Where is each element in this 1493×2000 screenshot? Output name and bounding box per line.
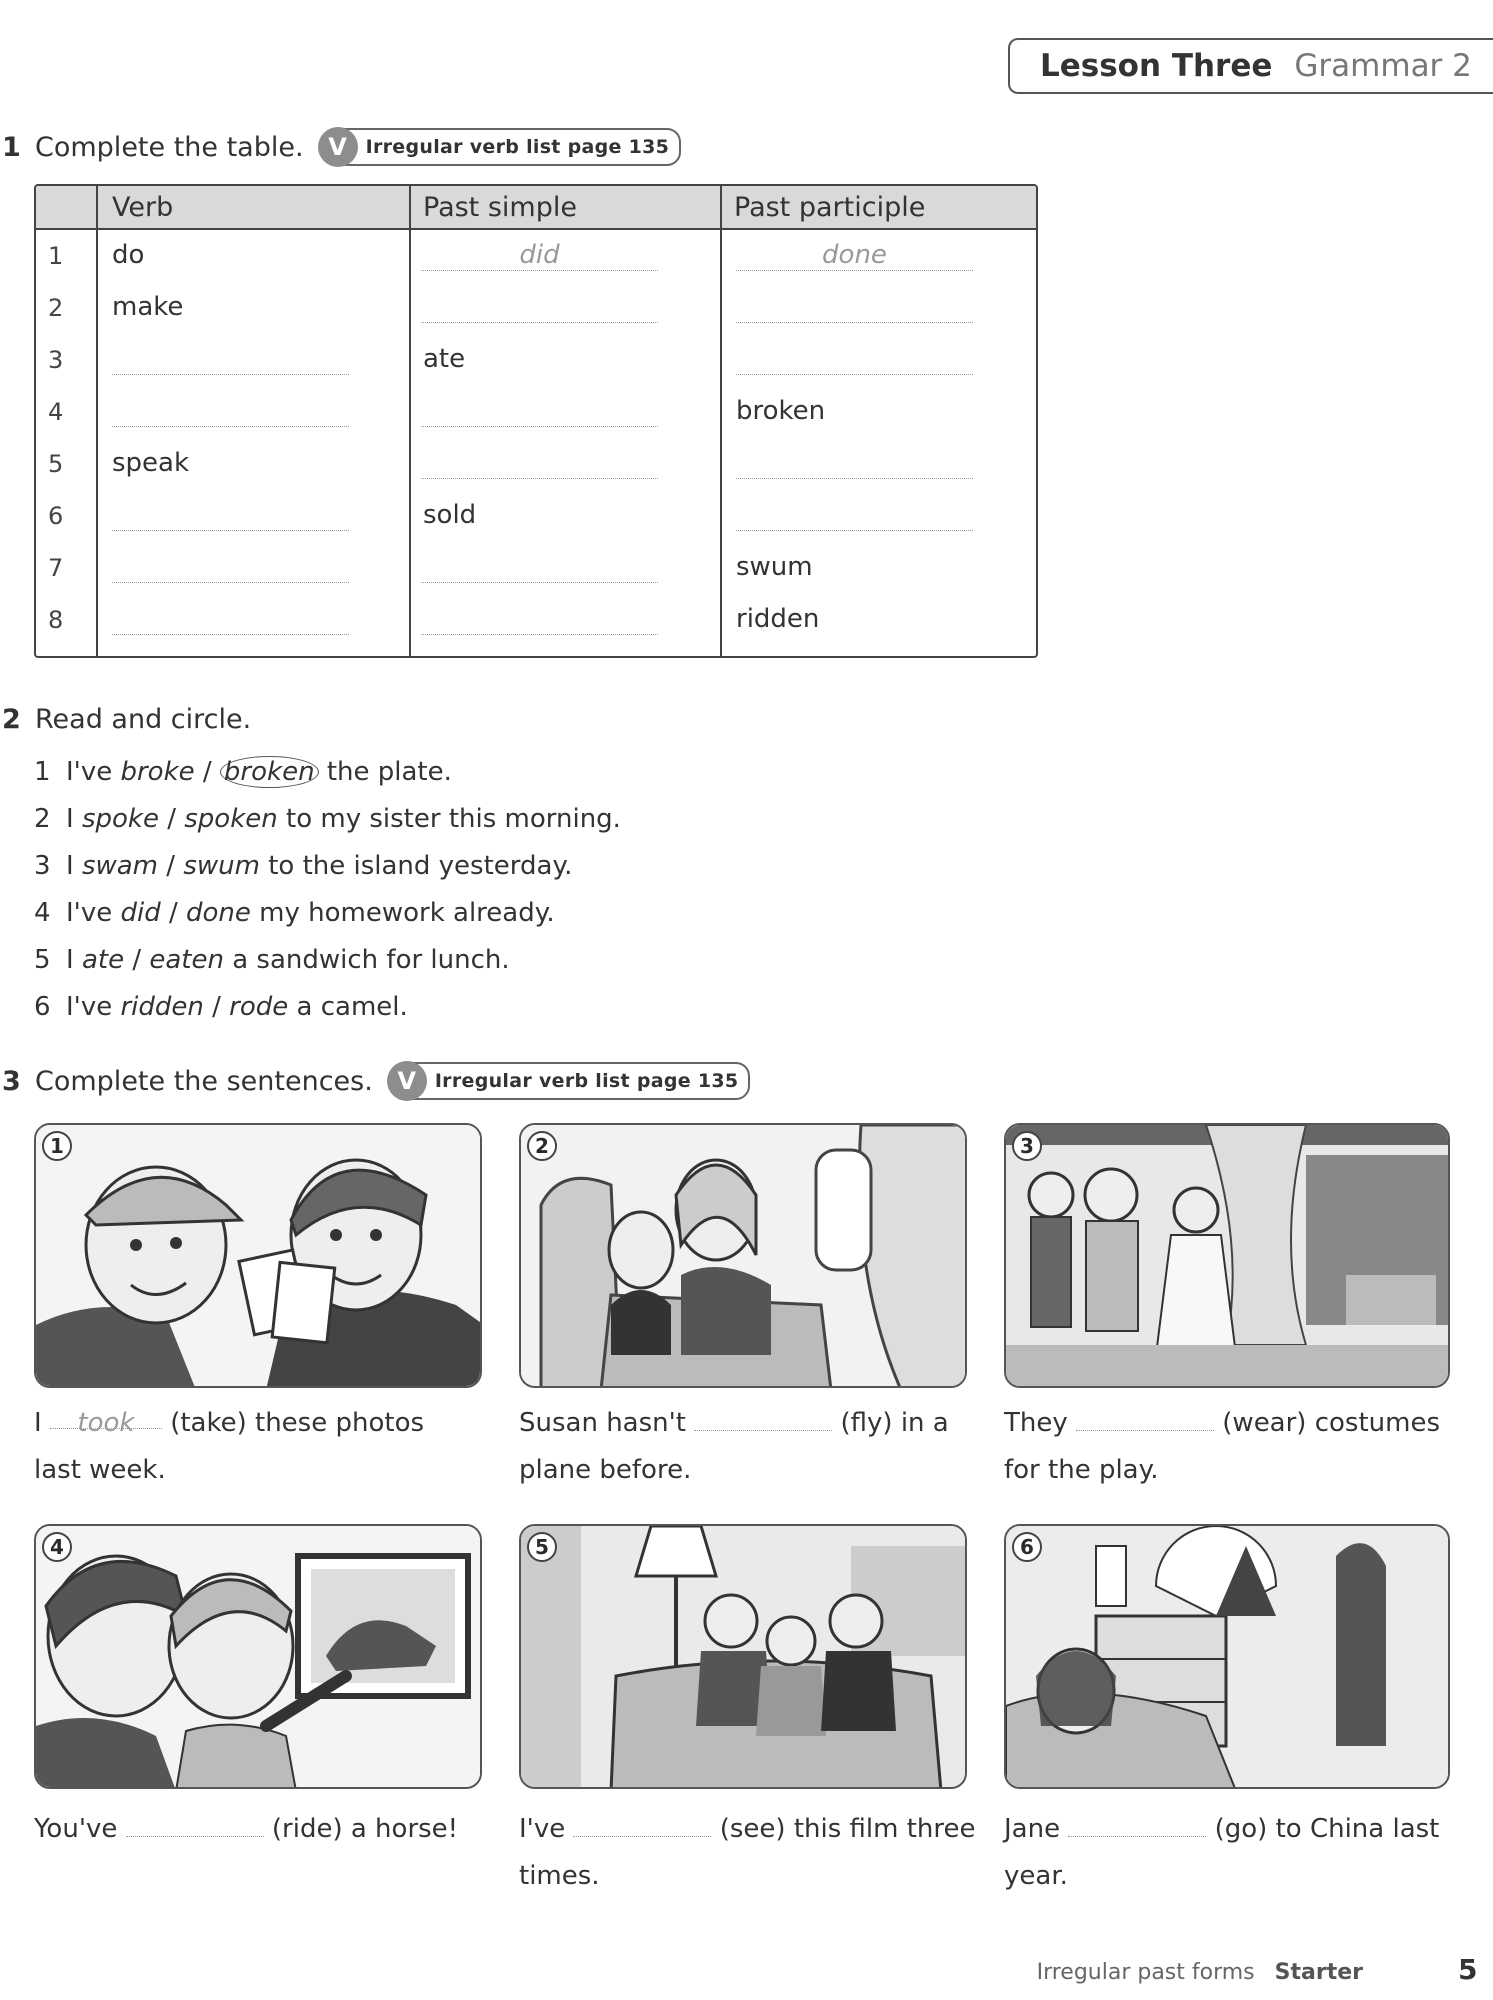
footer-topic [1037,1960,1363,1985]
verb-cell: speak [112,448,190,478]
verb-blank[interactable] [112,530,349,531]
verb-blank[interactable] [112,426,349,427]
picture-number: 1 [42,1131,72,1161]
past-simple-blank[interactable] [421,478,658,479]
row-number: 7 [48,554,64,582]
picture-number: 4 [42,1532,72,1562]
exercise-1-heading [2,128,681,166]
item-text: I've [66,757,121,787]
table-row [36,438,1036,490]
lesson-header-tab [1008,38,1493,94]
option-a[interactable]: swam [81,851,159,881]
circle-item [34,757,452,787]
column-header-past-participle: Past participle [734,192,926,223]
sentence-text: Susan hasn't [519,1408,686,1438]
table-row [36,542,1036,594]
table-row [36,230,1036,282]
item-text: to the island yesterday. [259,851,573,881]
table-row [36,334,1036,386]
past-simple-blank[interactable] [421,634,658,635]
item-number: 4 [34,898,51,928]
picture-number: 6 [1012,1532,1042,1562]
answer-blank[interactable] [1076,1402,1214,1431]
illustration-costumes-stage [1004,1123,1450,1388]
answer-line [421,270,658,271]
past-participle-blank[interactable] [736,478,973,479]
option-a[interactable]: broke [120,757,195,787]
option-b[interactable]: rode [229,992,289,1022]
sentence-4 [34,1806,494,1853]
option-a[interactable]: did [120,898,161,928]
sentence-text: plane before. [519,1455,692,1485]
sentence-text: I've [519,1814,566,1844]
item-text: the plate. [318,757,452,787]
sentence-text: I [34,1408,42,1438]
item-text: a camel. [288,992,408,1022]
sentence-text: (ride) a horse! [271,1814,459,1844]
past-simple-blank[interactable] [421,426,658,427]
page-number: 5 [1458,1953,1478,1986]
option-b-circled[interactable]: broken [220,756,319,788]
sentence-1 [34,1400,494,1494]
picture-number: 3 [1012,1131,1042,1161]
costumes-stage-image [1006,1125,1450,1388]
vocabulary-badge-icon: V [387,1061,427,1101]
circle-item [34,992,408,1022]
item-text: I've [66,898,121,928]
sentence-5 [519,1806,979,1900]
answer-blank[interactable]: took [50,1400,162,1429]
row-number: 8 [48,606,64,634]
option-b[interactable]: done [186,898,251,928]
sentence-text: last week. [34,1455,166,1485]
row-number: 5 [48,450,64,478]
illustration-family-sofa [519,1524,967,1789]
illustration-plane-passengers [519,1123,967,1388]
answer-line [736,270,973,271]
row-number: 6 [48,502,64,530]
table-row [36,490,1036,542]
answer-blank[interactable] [126,1808,264,1837]
sentence-text: (see) this film three [719,1814,976,1844]
answer-blank[interactable] [573,1808,711,1837]
item-text: I [66,945,82,975]
past-simple-blank[interactable] [421,322,658,323]
option-b[interactable]: eaten [149,945,224,975]
footer-topic-text: Irregular past forms [1036,1960,1255,1985]
circle-item [34,851,572,881]
column-header-verb: Verb [112,192,174,223]
option-separator: / [160,898,186,928]
option-separator: / [124,945,150,975]
past-participle-blank[interactable] [736,374,973,375]
item-text: I [66,851,82,881]
picture-number: 5 [527,1532,557,1562]
reference-text: Irregular verb list page 135 [434,1070,739,1092]
sentence-text: (fly) in a [840,1408,949,1438]
verb-blank[interactable] [112,634,349,635]
verb-blank[interactable] [112,582,349,583]
exercise-title: Complete the table. [35,131,304,163]
exercise-title: Read and circle. [35,704,252,735]
item-number: 5 [34,945,51,975]
circle-item [34,945,510,975]
past-simple-cell: ate [423,344,466,374]
exercise-number: 3 [2,1065,21,1097]
sentence-6 [1004,1806,1464,1900]
item-text: my homework already. [250,898,555,928]
past-simple-answer[interactable]: did [519,240,560,270]
past-participle-blank[interactable] [736,530,973,531]
option-separator: / [158,804,185,834]
sentence-text: year. [1004,1861,1068,1891]
sentence-text: (wear) costumes [1222,1408,1441,1438]
option-a[interactable]: ate [81,945,125,975]
row-number: 2 [48,294,64,322]
sentence-text: times. [519,1861,600,1891]
item-text: a sandwich for lunch. [223,945,510,975]
boys-with-photos-image [36,1125,482,1388]
column-header-past-simple: Past simple [423,192,577,223]
lesson-title: Lesson Three [1040,48,1273,84]
verb-cell: do [112,240,145,270]
item-number: 1 [34,757,51,787]
item-text: I [66,804,82,834]
reference-text: Irregular verb list page 135 [365,136,670,158]
past-simple-cell: sold [423,500,477,530]
option-b[interactable]: spoken [184,804,278,834]
sentence-text: They [1004,1408,1068,1438]
option-separator: / [158,851,184,881]
option-separator: / [203,992,230,1022]
item-number: 2 [34,804,51,834]
past-participle-cell: broken [736,396,826,426]
sentence-2 [519,1400,979,1494]
sentence-text: Jane [1004,1814,1061,1844]
table-row [36,282,1036,334]
verb-cell: make [112,292,184,322]
past-participle-cell: swum [736,552,813,582]
footer-level: Starter [1274,1960,1363,1985]
past-participle-answer[interactable]: done [822,240,887,270]
exercise-number: 2 [2,704,21,735]
girl-china-room-image [1006,1526,1450,1789]
row-number: 4 [48,398,64,426]
answer-blank[interactable] [1068,1808,1206,1837]
option-separator: / [194,757,220,787]
circle-item [34,898,555,928]
verb-list-reference [391,1062,751,1100]
option-b[interactable]: swum [183,851,260,881]
item-number: 6 [34,992,51,1022]
table-row [36,386,1036,438]
table-row [36,594,1036,646]
past-participle-blank[interactable] [736,322,973,323]
sentence-text: (take) these photos [170,1408,425,1438]
verb-table [34,184,1038,658]
item-text: to my sister this morning. [277,804,621,834]
illustration-girl-china-room [1004,1524,1450,1789]
sentence-3 [1004,1400,1464,1494]
sentence-text: You've [34,1814,118,1844]
option-a[interactable]: spoke [81,804,159,834]
horse-painting-image [36,1526,482,1789]
sentence-text: (go) to China last [1214,1814,1440,1844]
verb-list-reference [322,128,682,166]
exercise-title: Complete the sentences. [35,1065,373,1097]
past-participle-cell: ridden [736,604,820,634]
section-title: Grammar 2 [1294,48,1472,84]
plane-passengers-image [521,1125,967,1388]
verb-blank[interactable] [112,374,349,375]
answer-blank[interactable] [694,1402,832,1431]
exercise-number: 1 [2,131,21,163]
table-header [36,186,1036,230]
option-a[interactable]: ridden [120,992,204,1022]
past-simple-blank[interactable] [421,582,658,583]
picture-number: 2 [527,1131,557,1161]
family-sofa-image [521,1526,967,1789]
item-text: I've [66,992,121,1022]
row-number: 3 [48,346,64,374]
exercise-2-heading [2,704,251,735]
circle-item [34,804,621,834]
sentence-text: for the play. [1004,1455,1159,1485]
item-number: 3 [34,851,51,881]
vocabulary-badge-icon: V [318,127,358,167]
row-number: 1 [48,242,64,270]
exercise-3-heading [2,1062,750,1100]
illustration-horse-painting [34,1524,482,1789]
illustration-boys-with-photos [34,1123,482,1388]
